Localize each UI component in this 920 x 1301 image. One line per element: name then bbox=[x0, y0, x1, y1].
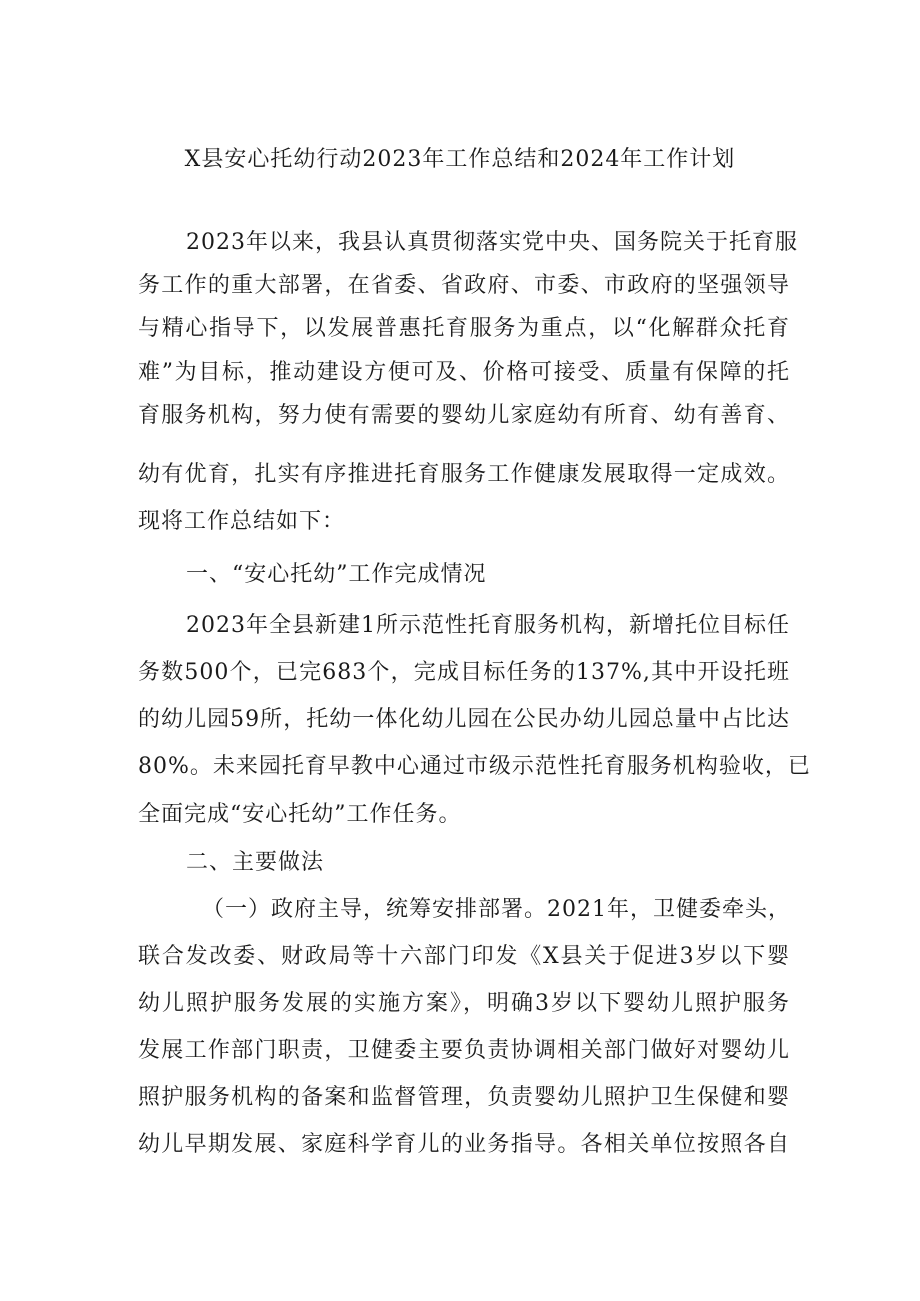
section2-line-3: 幼儿照护服务发展的实施方案》，明确3岁以下婴幼儿照护服务 bbox=[138, 991, 790, 1016]
section2-line-1: （一）政府主导，统筹安排部署。2021年，卫健委牵头， bbox=[202, 897, 791, 922]
intro-line-7: 现将工作总结如下： bbox=[138, 509, 346, 534]
section1-line-4: 80%。未来园托育早教中心通过市级示范性托育服务机构验收，已 bbox=[138, 754, 811, 779]
intro-line-1: 2023年以来，我县认真贯彻落实党中央、国务院关于托育服 bbox=[186, 230, 798, 255]
document-title: X县安心托幼行动2023年工作总结和2024年工作计划 bbox=[184, 147, 736, 172]
intro-line-6: 幼有优育，扎实有序推进托育服务工作健康发展取得一定成效。 bbox=[138, 462, 790, 487]
intro-line-4: 难”为目标，推动建设方便可及、价格可接受、质量有保障的托 bbox=[138, 360, 790, 385]
section-heading-1: 一、“安心托幼”工作完成情况 bbox=[186, 562, 487, 587]
section1-line-2: 务数500个，已完683个，完成目标任务的137%,其中开设托班 bbox=[138, 660, 790, 685]
section1-line-5: 全面完成“安心托幼”工作任务。 bbox=[138, 802, 462, 827]
section2-line-5: 照护服务机构的备案和监督管理，负责婴幼儿照护卫生保健和婴 bbox=[138, 1085, 790, 1110]
section2-line-6: 幼儿早期发展、家庭科学育儿的业务指导。各相关单位按照各自 bbox=[138, 1132, 790, 1157]
intro-line-2: 务工作的重大部署，在省委、省政府、市委、市政府的坚强领导 bbox=[138, 273, 790, 298]
section1-line-1: 2023年全县新建1所示范性托育服务机构，新增托位目标任 bbox=[186, 613, 790, 638]
section-heading-2: 二、主要做法 bbox=[186, 850, 325, 875]
section1-line-3: 的幼儿园59所，托幼一体化幼儿园在公民办幼儿园总量中占比达 bbox=[138, 707, 790, 732]
intro-line-3: 与精心指导下，以发展普惠托育服务为重点，以“化解群众托育 bbox=[138, 316, 790, 341]
section2-line-4: 发展工作部门职责，卫健委主要负责协调相关部门做好对婴幼儿 bbox=[138, 1038, 790, 1063]
intro-line-5: 育服务机构，努力使有需要的婴幼儿家庭幼有所育、幼有善育、 bbox=[138, 403, 790, 428]
section2-line-2: 联合发改委、财政局等十六部门印发《X县关于促进3岁以下婴 bbox=[138, 944, 790, 969]
